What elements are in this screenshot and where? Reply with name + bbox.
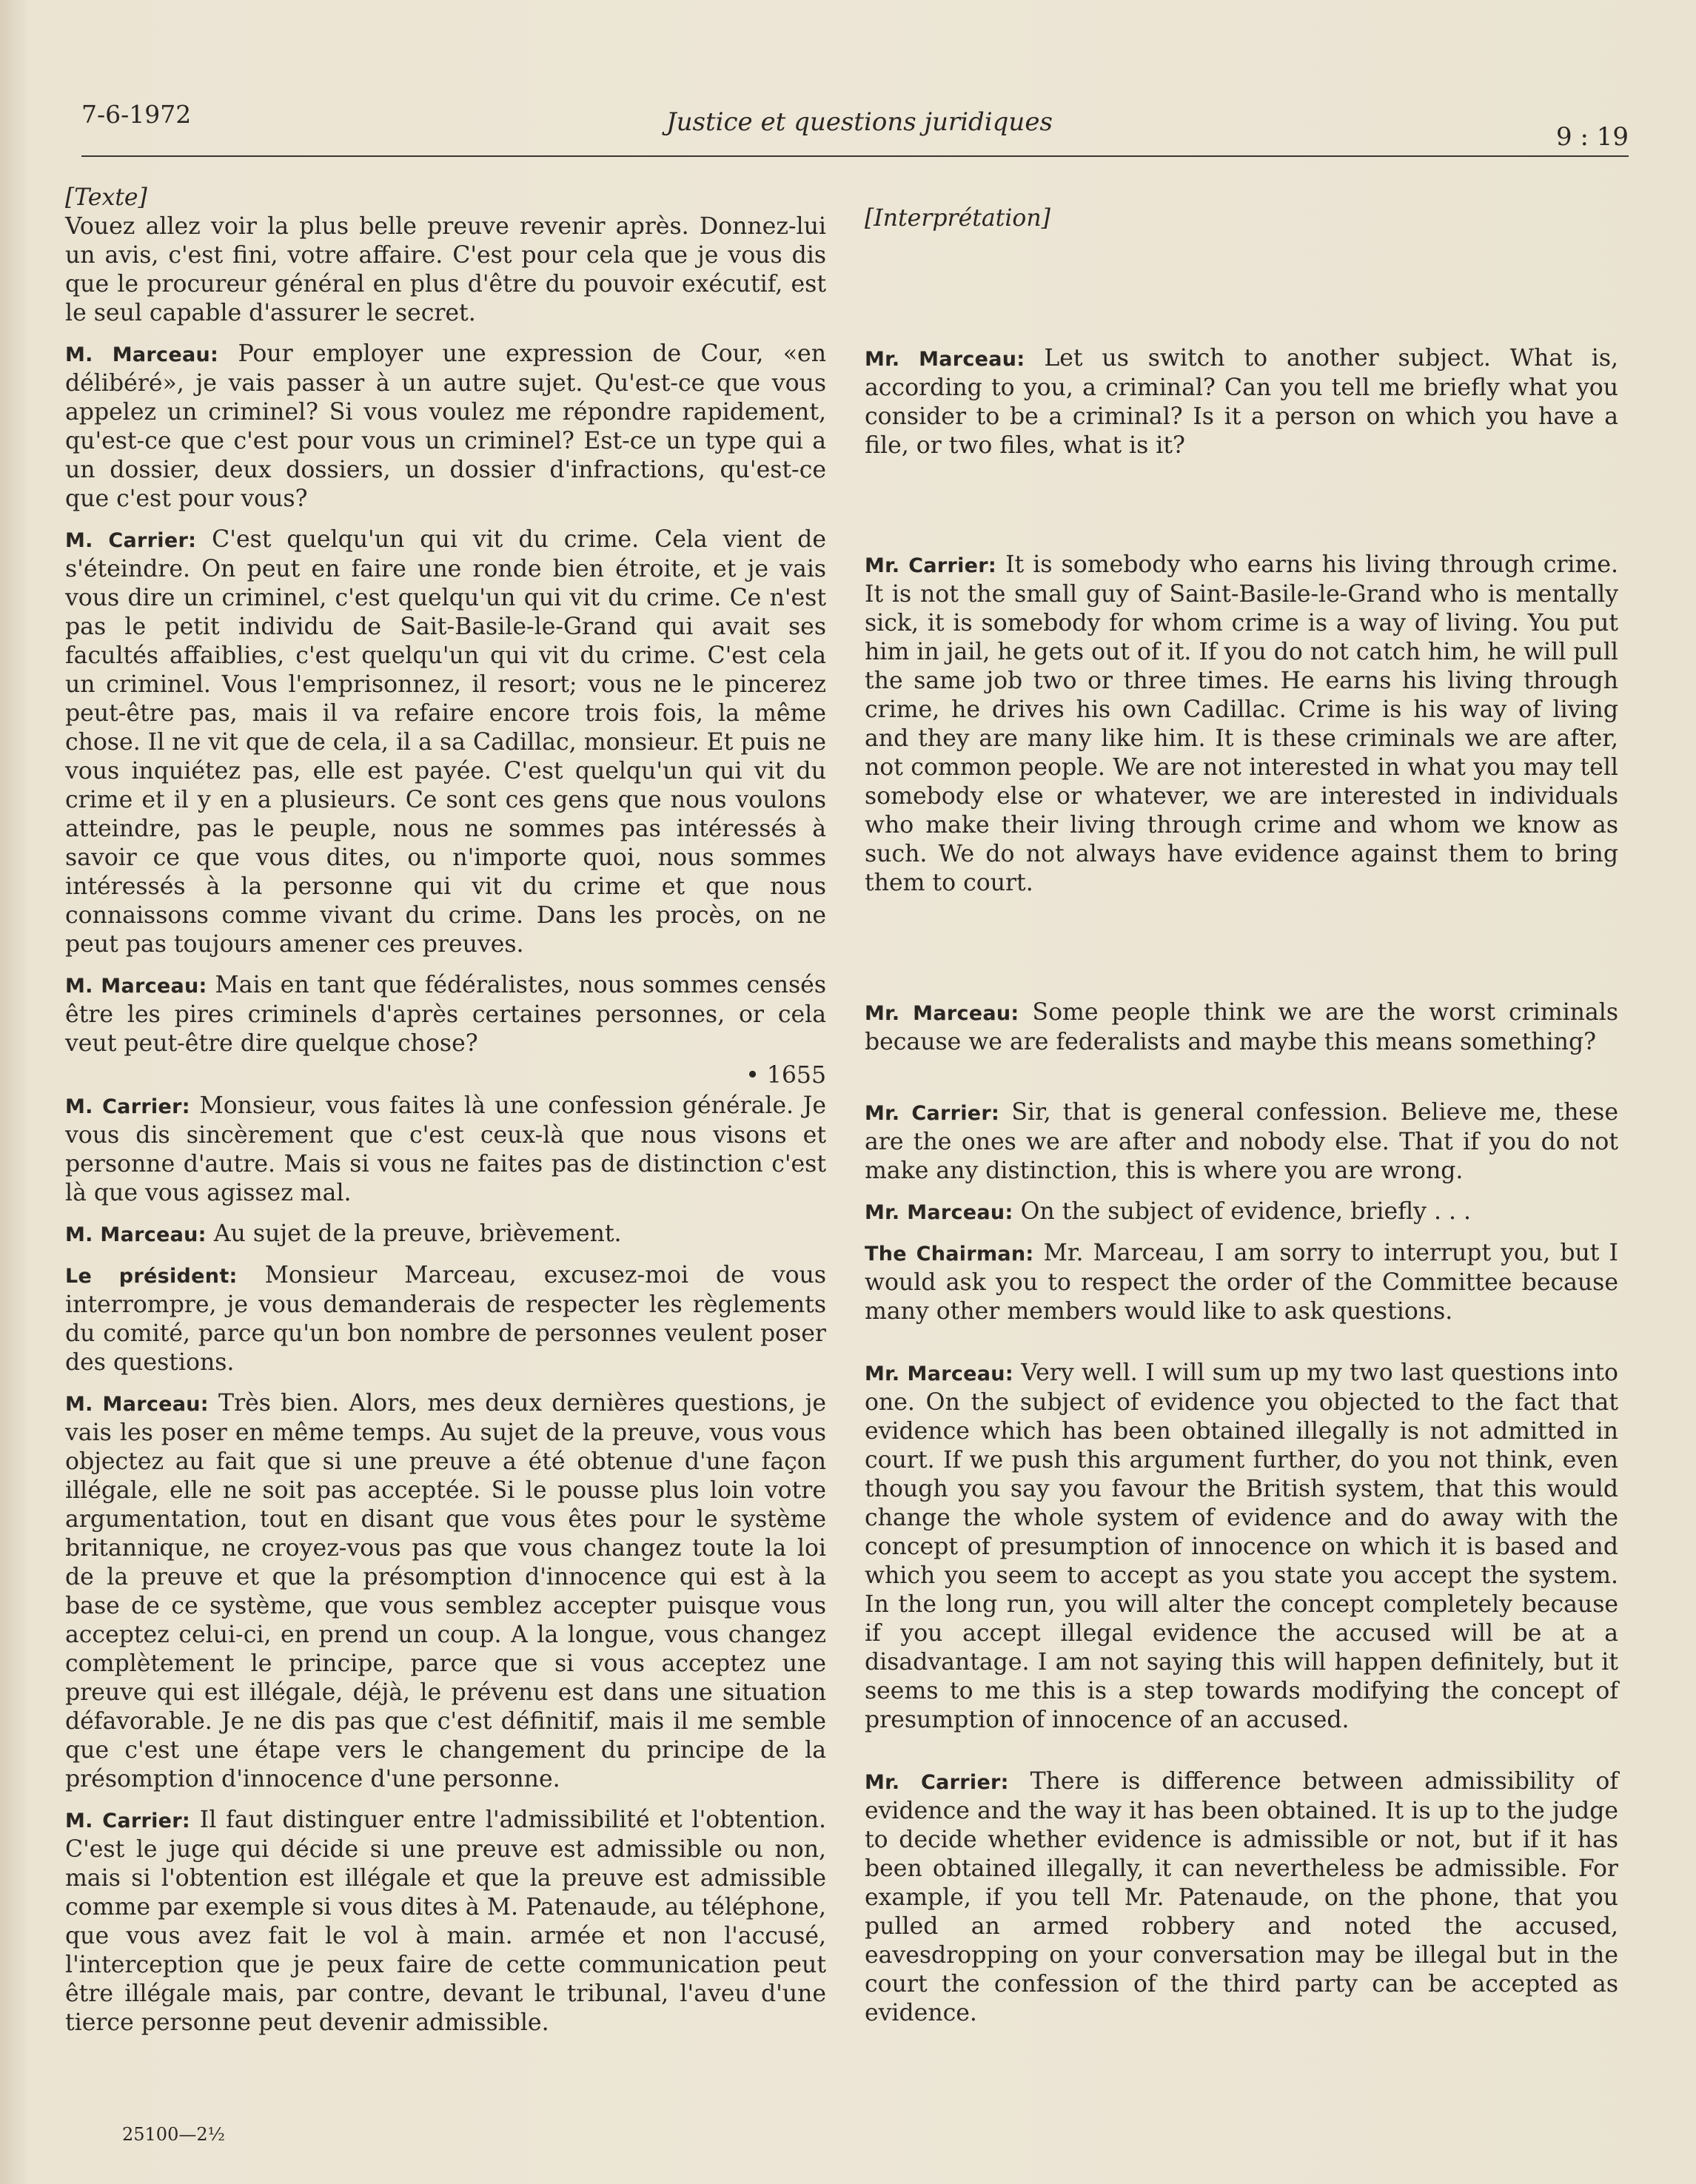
speech-text: Sir, that is general confession. Believe me, these are the ones we are after and nobody else. That if you do not make any distinction, this is where you are wrong. bbox=[865, 1099, 1618, 1184]
speaker-name: Mr. Marceau: bbox=[865, 1002, 1019, 1025]
section-label-texte: [Texte] bbox=[65, 184, 147, 211]
speech-text: It is somebody who earns his living through crime. It is not the small guy of Saint-Basile-le-Grand who is mentally sick, it is somebody for whom crime is a way of living. You put him in jail, he gets out of it. If you do not catch him, he will pull the same job two or three times. He earns his living through crime, he drives his own Cadillac. Crime is his way of living and they are many like him. It is these criminals we are after, not common people. We are not interested in what you may tell somebody else or whatever, we are interested in individuals who make their living through crime and whom we know as such. We do not always have evidence against them to bring them to court. bbox=[865, 551, 1619, 896]
paragraph bbox=[65, 1092, 826, 1208]
header-date: 7-6-1972 bbox=[81, 100, 192, 129]
speaker-name: Mr. Carrier: bbox=[865, 1771, 1009, 1794]
paragraph bbox=[65, 1389, 826, 1794]
speaker-name: M. Marceau: bbox=[65, 1393, 209, 1416]
speaker-name: M. Marceau: bbox=[65, 975, 207, 998]
speech-text: Monsieur, vous faites là une confession générale. Je vous dis sincèrement que c'est ceux-là que nous visons et personne d'autre. Mais si vous ne faites pas de distinction c'est là que vous agissez mal. bbox=[65, 1092, 826, 1206]
paragraph bbox=[865, 1239, 1618, 1326]
speech-text: There is difference between admissibility of evidence and the way it has been obtained. It is up to the judge to decide whether evidence is admissible or not, but if it has been obtained illegally, it can nevertheless be admissible. For example, if you tell Mr. Patenaude, on the phone, that you pulled an armed robbery and noted the accused, eavesdropping on your conversation may be illegal but in the court the confession of the third party can be accepted as evidence. bbox=[865, 1768, 1619, 2026]
speech-text: C'est quelqu'un qui vit du crime. Cela vient de s'éteindre. On peut en faire une ronde bien étroite, et je vais vous dire un criminel, c'est quelqu'un qui vit du crime. Ce n'est pas le petit individu de Sait-Basile-le-Grand qui avait ses facultés affaiblies, c'est quelqu'un qui vit du crime. C'est cela un criminel. Vous l'emprisonnez, il resort; vous ne le pincerez peut-être pas, mais il va refaire encore trois fois, la même chose. Il ne vit que de cela, il a sa Cadillac, monsieur. Et puis ne vous inquiétez pas, elle est payée. C'est quelqu'un qui vit du crime et il y en a plusieurs. Ce sont ces gens que nous voulons atteindre, pas le peuple, nous ne sommes pas intéressés à savoir ce que vous dites, ou n'importe quoi, nous sommes intéressés à la personne qui vit du crime et que nous connaissons comme vivant du crime. Dans les procès, on ne peut pas toujours amener ces preuves. bbox=[65, 526, 826, 958]
speech-text: Let us switch to another subject. What is, according to you, a criminal? Can you tell me briefly what you consider to be a criminal? Is it a person on which you have a file, or two files, what is it? bbox=[865, 345, 1618, 459]
paragraph bbox=[865, 1197, 1618, 1227]
paragraph bbox=[65, 1220, 826, 1249]
header-page-number: 9 : 19 bbox=[1556, 122, 1629, 152]
paragraph bbox=[865, 551, 1618, 898]
speech-text: Mais en tant que fédéralistes, nous sommes censés être les pires criminels d'après certaines personnes, or cela veut peut-être dire quelque chose? bbox=[65, 972, 826, 1057]
speaker-name: M. Marceau: bbox=[65, 1223, 207, 1246]
speech-text: Très bien. Alors, mes deux dernières questions, je vais les poser en même temps. Au sujet de la preuve, vous vous objectez au fait que si une preuve a été obtenue d'une façon illégale, elle ne soit pas acceptée. Si le pousse plus loin votre argumentation, tout en disant que vous êtes pour le système britannique, ne croyez-vous pas que vous changez toute la loi de la preuve et que la présomption d'innocence qui est à la base de ce système, que vous semblez accepter puisque vous acceptez celui-ci, en prend un coup. A la longue, vous changez complètement le principe, parce que si vous acceptez une preuve qui est illégale, déjà, le prévenu est dans une situation défavorable. Je ne dis pas que c'est définitif, mais il me semble que c'est une étape vers le changement du principe de la présomption d'innocence d'une personne. bbox=[65, 1390, 826, 1792]
speech-text: Mr. Marceau, I am sorry to interrupt you, but I would ask you to respect the order of the Committee because many other members would like to ask questions. bbox=[865, 1240, 1618, 1325]
paragraph bbox=[65, 971, 826, 1058]
paragraph bbox=[865, 1098, 1618, 1186]
speaker-name: Mr. Marceau: bbox=[865, 348, 1025, 371]
paragraph bbox=[65, 1806, 826, 2037]
paragraph bbox=[865, 1359, 1618, 1735]
section-label-interpretation: [Interprétation] bbox=[865, 205, 1050, 232]
paragraph bbox=[865, 344, 1618, 460]
speaker-name: M. Carrier: bbox=[65, 1810, 190, 1832]
speech-text: Some people think we are the worst criminals because we are federalists and maybe this means something? bbox=[865, 999, 1618, 1055]
speaker-name: Mr. Carrier: bbox=[865, 554, 997, 577]
speaker-name: Mr. Carrier: bbox=[865, 1102, 1000, 1125]
speech-text: On the subject of evidence, briefly . . . bbox=[1013, 1198, 1472, 1225]
speech-text: Au sujet de la preuve, brièvement. bbox=[206, 1220, 622, 1247]
header-title: Justice et questions juridiques bbox=[666, 107, 1053, 137]
speaker-name: Le président: bbox=[65, 1265, 238, 1288]
paragraph bbox=[65, 1261, 826, 1377]
speaker-name: The Chairman: bbox=[865, 1243, 1034, 1266]
paragraph bbox=[865, 1767, 1618, 2028]
paragraph bbox=[65, 340, 826, 514]
paragraph bbox=[865, 998, 1618, 1057]
time-marker: • 1655 bbox=[745, 1062, 826, 1089]
speaker-name: Mr. Marceau: bbox=[865, 1363, 1013, 1385]
paragraph bbox=[65, 525, 826, 959]
page-header bbox=[81, 100, 1629, 157]
french-column bbox=[65, 184, 826, 2037]
speaker-name: M. Marceau: bbox=[65, 343, 219, 366]
speaker-name: M. Carrier: bbox=[65, 529, 197, 552]
english-column bbox=[865, 184, 1618, 2028]
speech-text: Pour employer une expression de Cour, «en délibéré», je vais passer à un autre sujet. Qu'est-ce que vous appelez un criminel? Si vous voulez me répondre rapidement, qu'est-ce que c'est pour vous un criminel? Est-ce un type qui a un dossier, deux dossiers, un dossier d'infractions, qu'est-ce que c'est pour vous? bbox=[65, 340, 826, 512]
paragraph: Vouez allez voir la plus belle preuve revenir après. Donnez-lui un avis, c'est fini, votre affaire. C'est pour cela que je vous dis que le procureur général en plus d'être du pouvoir exécutif, est le seul capable d'assurer le secret. bbox=[65, 213, 826, 326]
speaker-name: Mr. Marceau: bbox=[865, 1201, 1013, 1224]
speech-text: Il faut distinguer entre l'admissibilité et l'obtention. C'est le juge qui décide si une preuve est admissible ou non, mais si l'obtention est illégale et que la preuve est admissible comme par exemple si vous dites à M. Patenaude, au téléphone, que vous avez fait le vol à main. armée et non l'accusé, l'interception que je peux faire de cette communication peut être illégale mais, par contre, devant le tribunal, l'aveu d'une tierce personne peut devenir admissible. bbox=[65, 1807, 826, 2036]
speech-text: Very well. I will sum up my two last questions into one. On the subject of evidence you objected to the fact that evidence which has been obtained illegally is not admitted in court. If we push this argument further, do you not think, even though you say you favour the British system, that this would change the whole system of evidence and do away with the concept of presumption of innocence on which it is based and which you seem to accept as you state you accept the system. In the long run, you will alter the concept completely because if you accept illegal evidence the accused will be at a disadvantage. I am not saying this will happen definitely, but it seems to me this is a step towards modifying the concept of presumption of innocence of an accused. bbox=[865, 1360, 1618, 1733]
footer-print-code: 25100—2½ bbox=[122, 2124, 225, 2145]
speaker-name: M. Carrier: bbox=[65, 1095, 190, 1118]
speech-text: Monsieur Marceau, excusez-moi de vous interrompre, je vous demanderais de respecter les règlements du comité, parce qu'un bon nombre de personnes veulent poser des questions. bbox=[65, 1262, 826, 1376]
